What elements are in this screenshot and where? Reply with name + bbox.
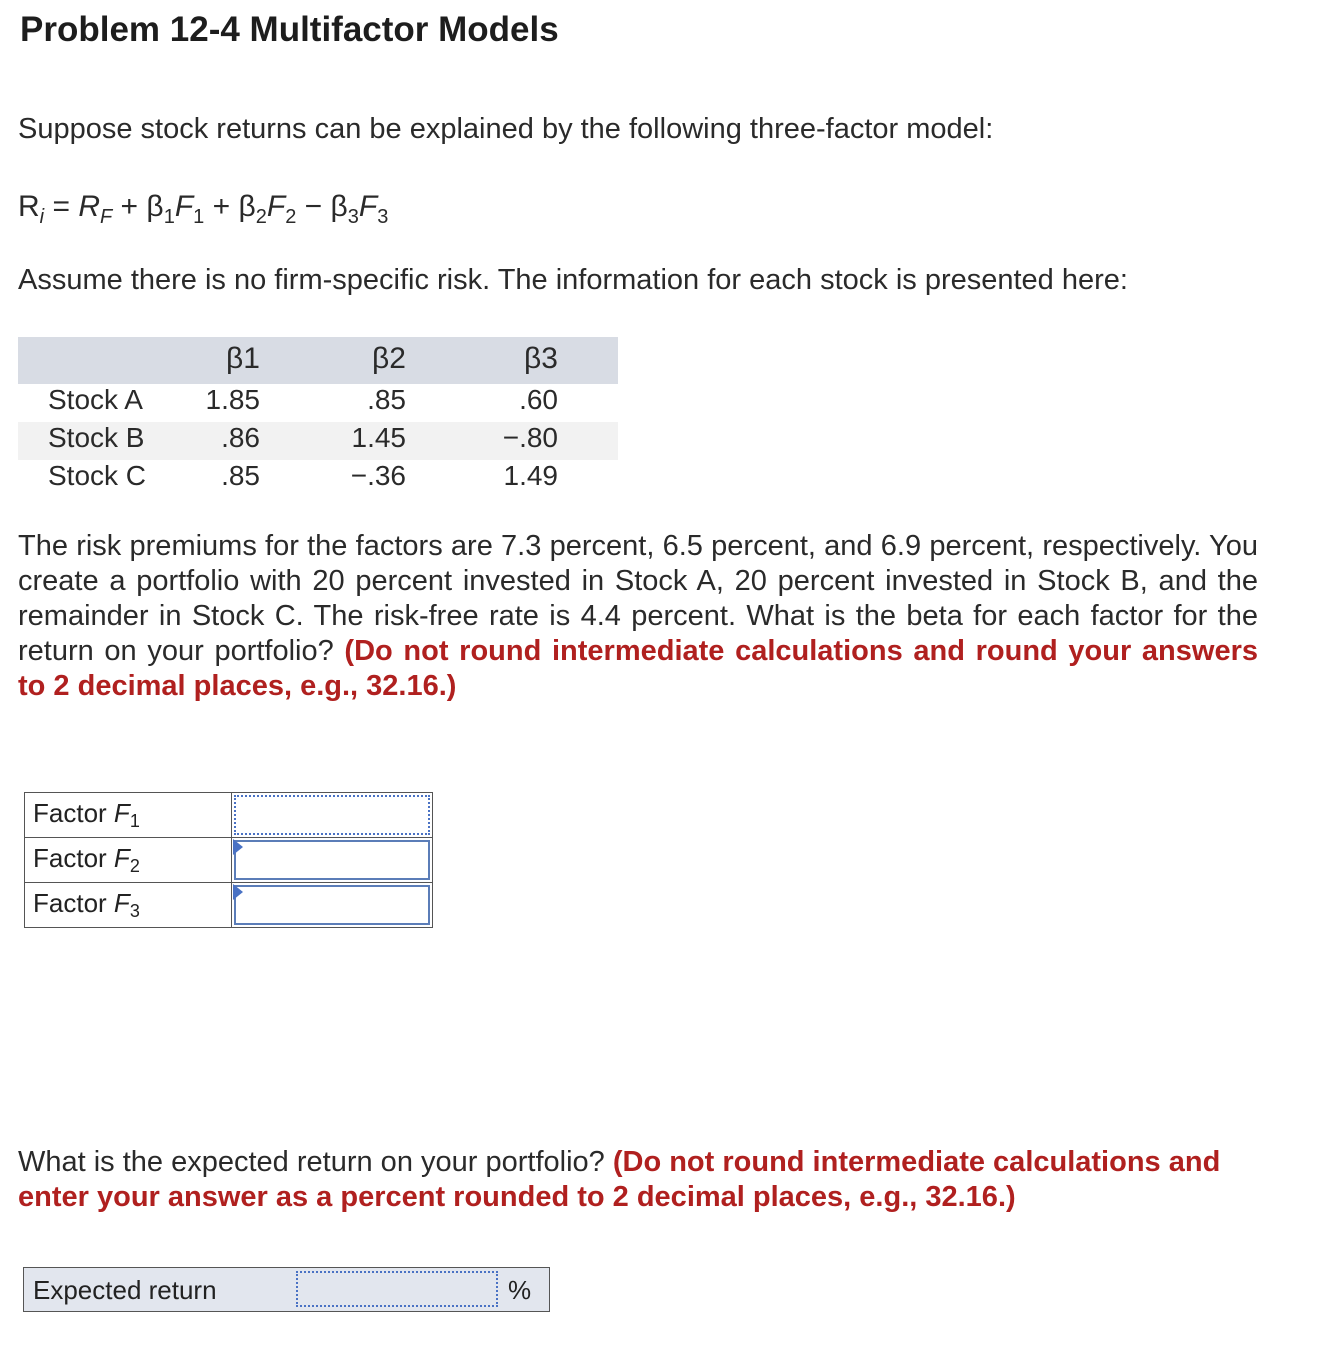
problem-hint: (Do not round intermediate calculations and round your answers to 2 decimal places, e.g., 32.16.) [18,635,1258,702]
percent-unit: % [508,1275,532,1305]
table-row [25,838,433,883]
header-beta1: β1 [226,342,260,375]
formula-b2: β [238,190,256,223]
formula-rf: R [78,190,100,223]
header-beta3: β3 [524,342,558,375]
formula-b1-sub: 1 [163,206,175,228]
formula-b3-sub: 3 [347,206,359,228]
beta3-value: 1.49 [503,460,558,491]
factor-label-text: Factor [33,843,114,873]
table-row [25,793,433,838]
assumption-text: Assume there is no firm-specific risk. The information for each stock is presented here: [18,264,1128,296]
beta3-value: .60 [519,384,558,415]
factor-var: F [113,888,130,918]
beta2-value: 1.45 [351,422,406,453]
factor-var: F [113,798,130,828]
factor-sub: 2 [129,856,140,876]
stock-name: Stock C [48,460,147,491]
formula-minus: − [296,190,331,223]
formula-eq: = [44,190,79,223]
intro-text: Suppose stock returns can be explained by the following three-factor model: [18,113,994,145]
formula-plus2: + [204,190,239,223]
factor-input-cell [232,838,433,883]
formula-f3-sub: 3 [377,206,389,228]
beta-table [18,337,618,498]
factor-label-text: Factor [33,888,114,918]
question-hint: (Do not round intermediate calculations and enter your answer as a percent rounded to 2 decimal places, e.g., 32.16.) [18,1146,1221,1213]
table-row [18,460,618,498]
formula-b1: β [146,190,164,223]
factor-sub: 3 [129,901,140,921]
table-row [18,384,618,422]
factor-label-text: Factor [33,798,114,828]
beta-table-header [18,337,618,384]
formula-f3: F [358,190,378,223]
page-title: Problem 12-4 Multifactor Models [20,10,559,49]
factor-input-cell [232,793,433,838]
factor-sub: 1 [129,811,140,831]
factor-var: F [113,843,130,873]
expected-return-label: Expected return [33,1275,217,1305]
beta1-value: .85 [221,460,260,491]
formula-b3: β [330,190,348,223]
problem-text: The risk premiums for the factors are 7.3 percent, 6.5 percent, and 6.9 percent, respectively. You create a portfolio with 20 percent invested in Stock A, 20 percent invested in Stock B, and the remainder in Stock C. The risk-free rate is 4.4 percent. What is the beta for each factor for the return on your portfolio? [18,530,1258,667]
stock-name: Stock B [48,422,145,453]
expected-return-row [23,1267,550,1312]
factor-input-cell [232,883,433,928]
factor-f3-input[interactable] [234,885,430,925]
factor-f1-input[interactable] [234,795,430,835]
formula-plus1: + [112,190,147,223]
formula-f2: F [266,190,286,223]
factor-label [25,838,232,883]
factor-answer-table [24,792,433,928]
factor-label [25,793,232,838]
table-row [25,883,433,928]
expected-return-input[interactable] [296,1271,498,1307]
formula-f1-sub: 1 [193,206,205,228]
model-formula [18,190,388,229]
stock-name: Stock A [48,384,143,415]
beta2-value: −.36 [350,460,406,491]
factor-f2-input[interactable] [234,840,430,880]
formula-i: i [39,206,45,228]
question-statement [18,1145,1258,1215]
question-text: What is the expected return on your portfolio? [18,1146,605,1178]
header-beta2: β2 [372,342,406,375]
problem-statement [18,529,1258,704]
formula-f2-sub: 2 [285,206,297,228]
factor-label [25,883,232,928]
formula-f1: F [174,190,194,223]
beta3-value: −.80 [502,422,558,453]
beta2-value: .85 [367,384,406,415]
flag-marker-icon [233,839,243,855]
table-row [18,422,618,460]
beta1-value: .86 [221,422,260,453]
flag-marker-icon [233,884,243,900]
beta1-value: 1.85 [205,384,260,415]
formula-r: R [18,190,40,223]
formula-b2-sub: 2 [255,206,267,228]
formula-rf-sub: F [100,206,113,228]
